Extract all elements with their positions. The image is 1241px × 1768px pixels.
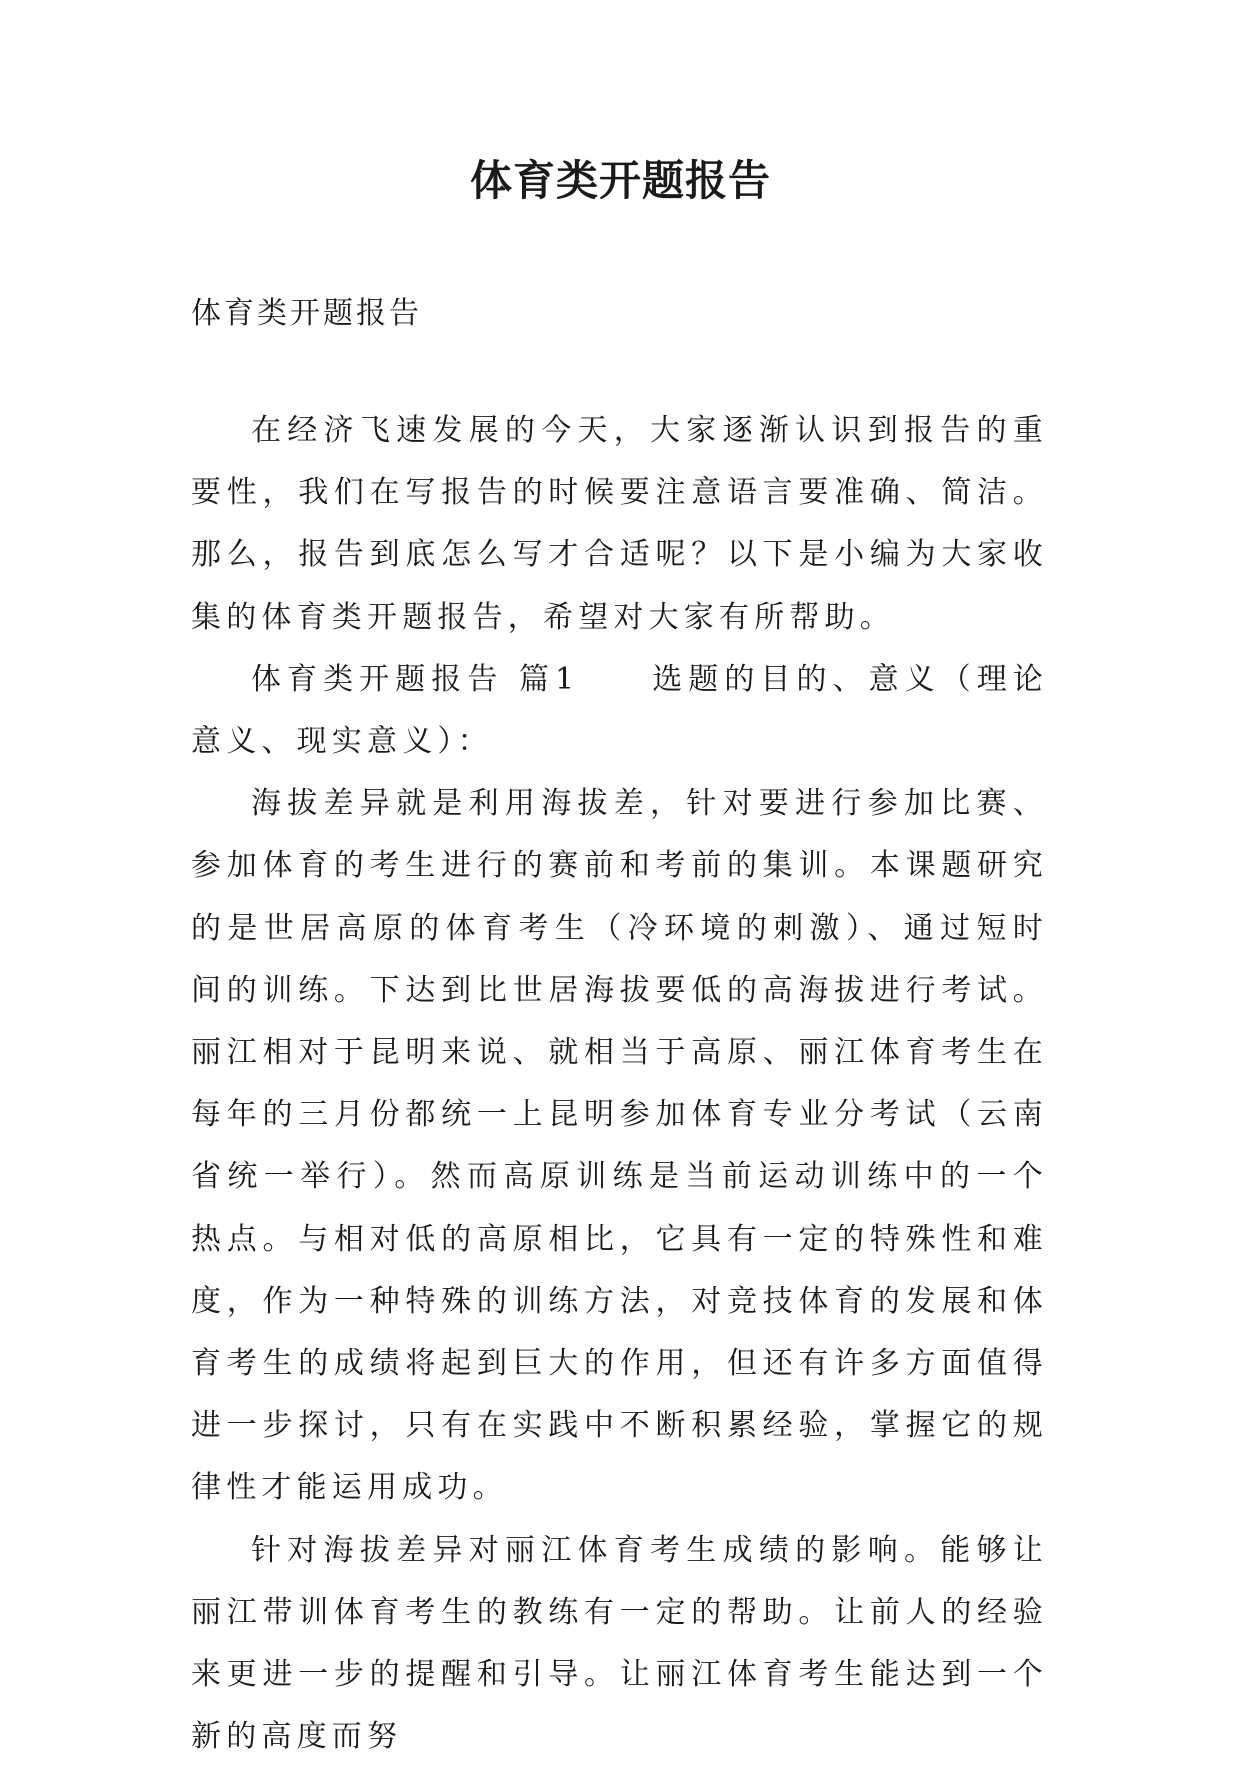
document-body: [191, 400, 1048, 1768]
paragraph-altitude-difference: 海拔差异就是利用海拔差，针对要进行参加比赛、参加体育的考生进行的赛前和考前的集训。本课题研究的是世居高原的体育考生（冷环境的刺激）、通过短时间的训练。下达到比世居海拔要低的高海拔进行考试。丽江相对于昆明来说、就相当于高原、丽江体育考生在每年的三月份都统一上昆明参加体育专业分考试（云南省统一举行）。然而高原训练是当前运动训练中的一个热点。与相对低的高原相比，它具有一定的特殊性和难度，作为一种特殊的训练方法，对竞技体育的发展和体育考生的成绩将起到巨大的作用，但还有许多方面值得进一步探讨，只有在实践中不断积累经验，掌握它的规律性才能运用成功。: [191, 786, 1048, 1506]
paragraph-impact: 针对海拔差异对丽江体育考生成绩的影响。能够让丽江带训体育考生的教练有一定的帮助。让前人的经验来更进一步的提醒和引导。让丽江体育考生能达到一个新的高度而努: [191, 1532, 1048, 1755]
paragraph-intro: 在经济飞速发展的今天，大家逐渐认识到报告的重要性，我们在写报告的时候要注意语言要准确、简洁。那么，报告到底怎么写才合适呢？以下是小编为大家收集的体育类开题报告，希望对大家有所帮助。: [191, 413, 1048, 635]
paragraph-section-heading: 体育类开题报告 篇1 选题的目的、意义（理论意义、现实意义）：: [191, 661, 1048, 760]
document-subtitle: 体育类开题报告: [191, 296, 422, 331]
document-title: 体育类开题报告: [469, 156, 771, 205]
